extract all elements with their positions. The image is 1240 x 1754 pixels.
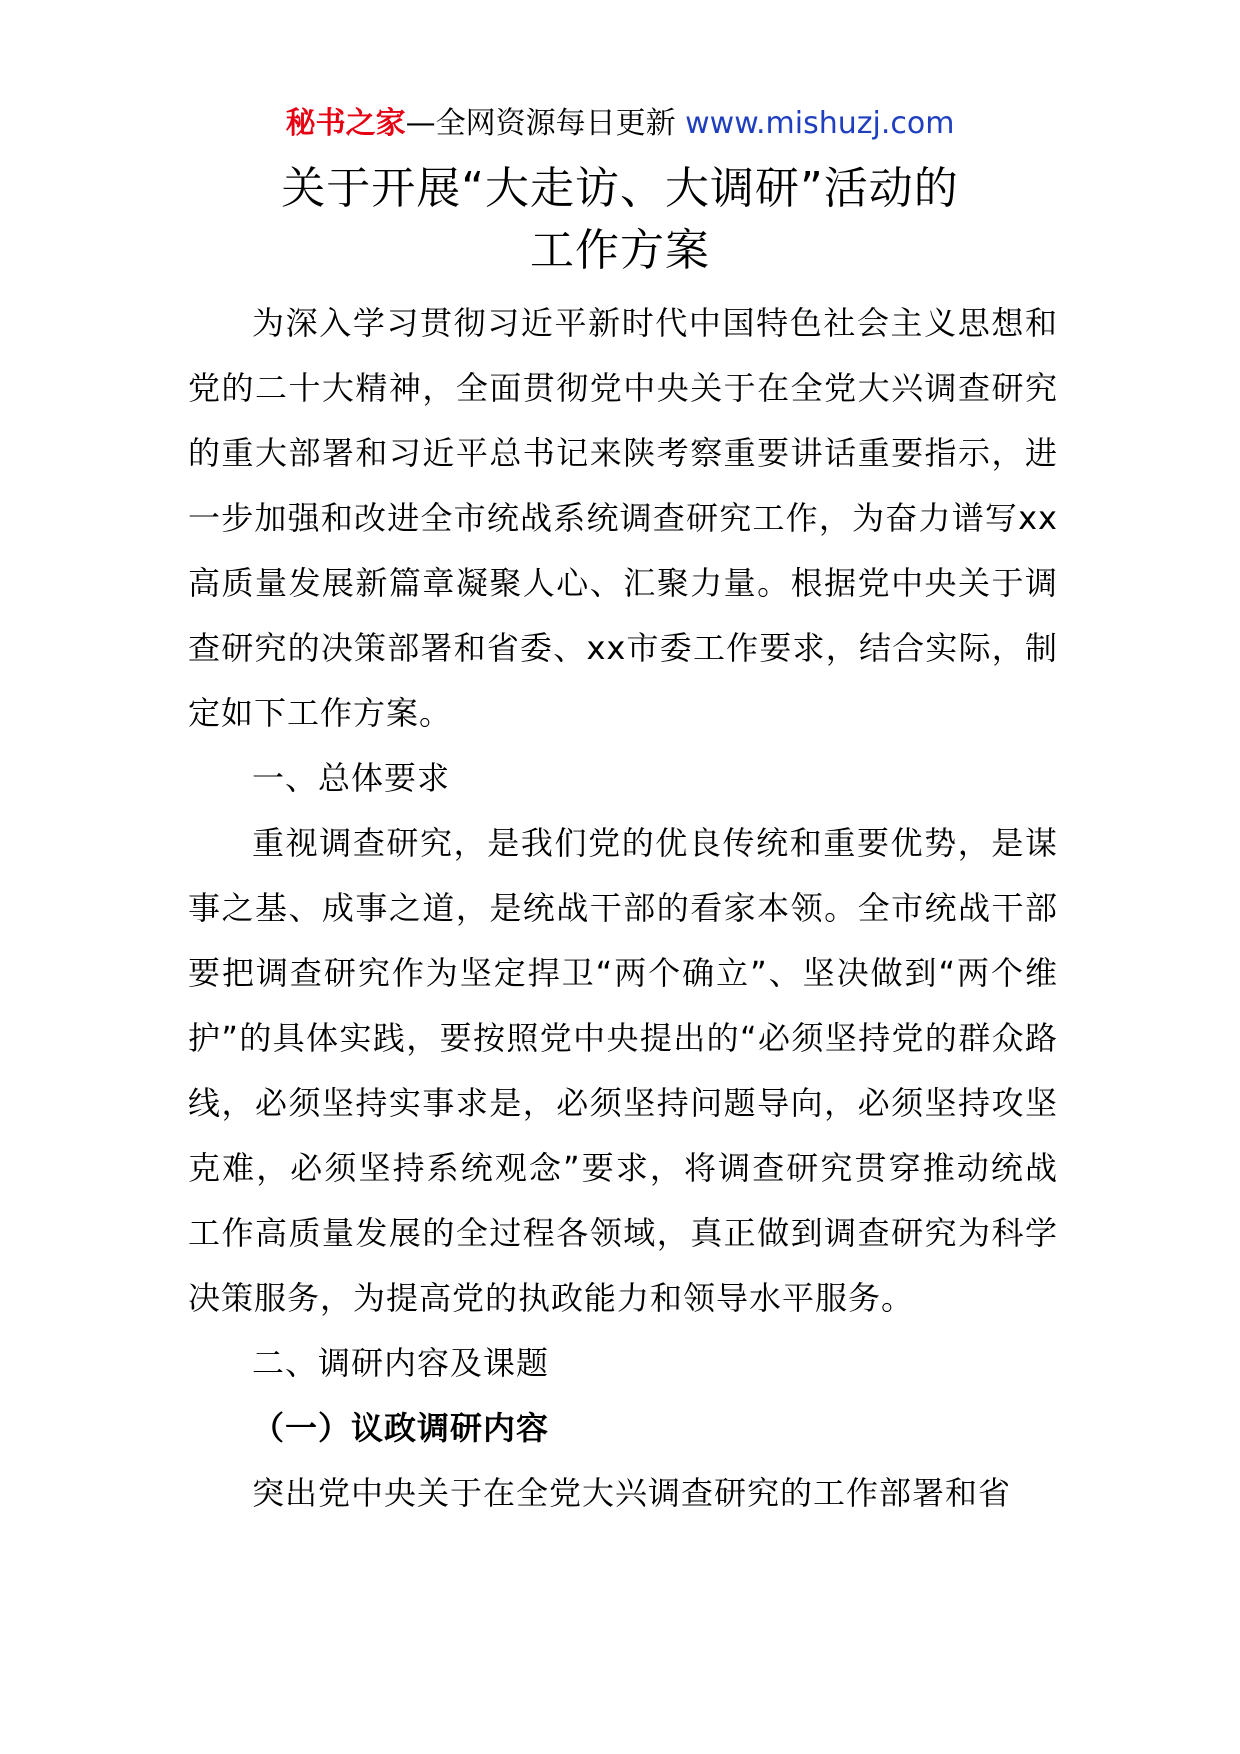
section-2-heading: 二、调研内容及课题 <box>252 1344 550 1382</box>
site-slogan: —全网资源每日更新 <box>405 106 676 141</box>
site-url-link[interactable]: www.mishuzj.com <box>685 106 955 141</box>
site-header <box>0 102 1240 146</box>
subsection-1-heading: （一）议政调研内容 <box>252 1409 550 1447</box>
subsection-1-paragraph: 突出党中央关于在全党大兴调查研究的工作部署和省 <box>252 1474 1012 1512</box>
document-title <box>0 158 1240 282</box>
site-name: 秘书之家 <box>285 106 406 141</box>
intro-paragraph: 为深入学习贯彻习近平新时代中国特色社会主义思想和党的二十大精神，全面贯彻党中央关于在全党大兴调查研究的重大部署和习近平总书记来陕考察重要讲话重要指示，进一步加强和改进全市统战系统调查研究工作，为奋力谱写xx高质量发展新篇章凝聚人心、汇聚力量。根据党中央关于调查研究的决策部署和省委、xx市委工作要求，结合实际，制定如下工作方案。 <box>188 304 1058 732</box>
title-line-2: 工作方案 <box>530 225 710 276</box>
title-line-1: 关于开展“大走访、大调研”活动的 <box>281 163 959 214</box>
section-1-paragraph: 重视调查研究，是我们党的优良传统和重要优势，是谋事之基、成事之道，是统战干部的看家本领。全市统战干部要把调查研究作为坚定捍卫“两个确立”、坚决做到“两个维护”的具体实践，要按照党中央提出的“必须坚持党的群众路线，必须坚持实事求是，必须坚持问题导向，必须坚持攻坚克难，必须坚持系统观念”要求，将调查研究贯穿推动统战工作高质量发展的全过程各领域，真正做到调查研究为科学决策服务，为提高党的执政能力和领导水平服务。 <box>188 824 1058 1317</box>
document-body <box>188 291 1058 1526</box>
section-1-heading: 一、总体要求 <box>252 759 451 797</box>
